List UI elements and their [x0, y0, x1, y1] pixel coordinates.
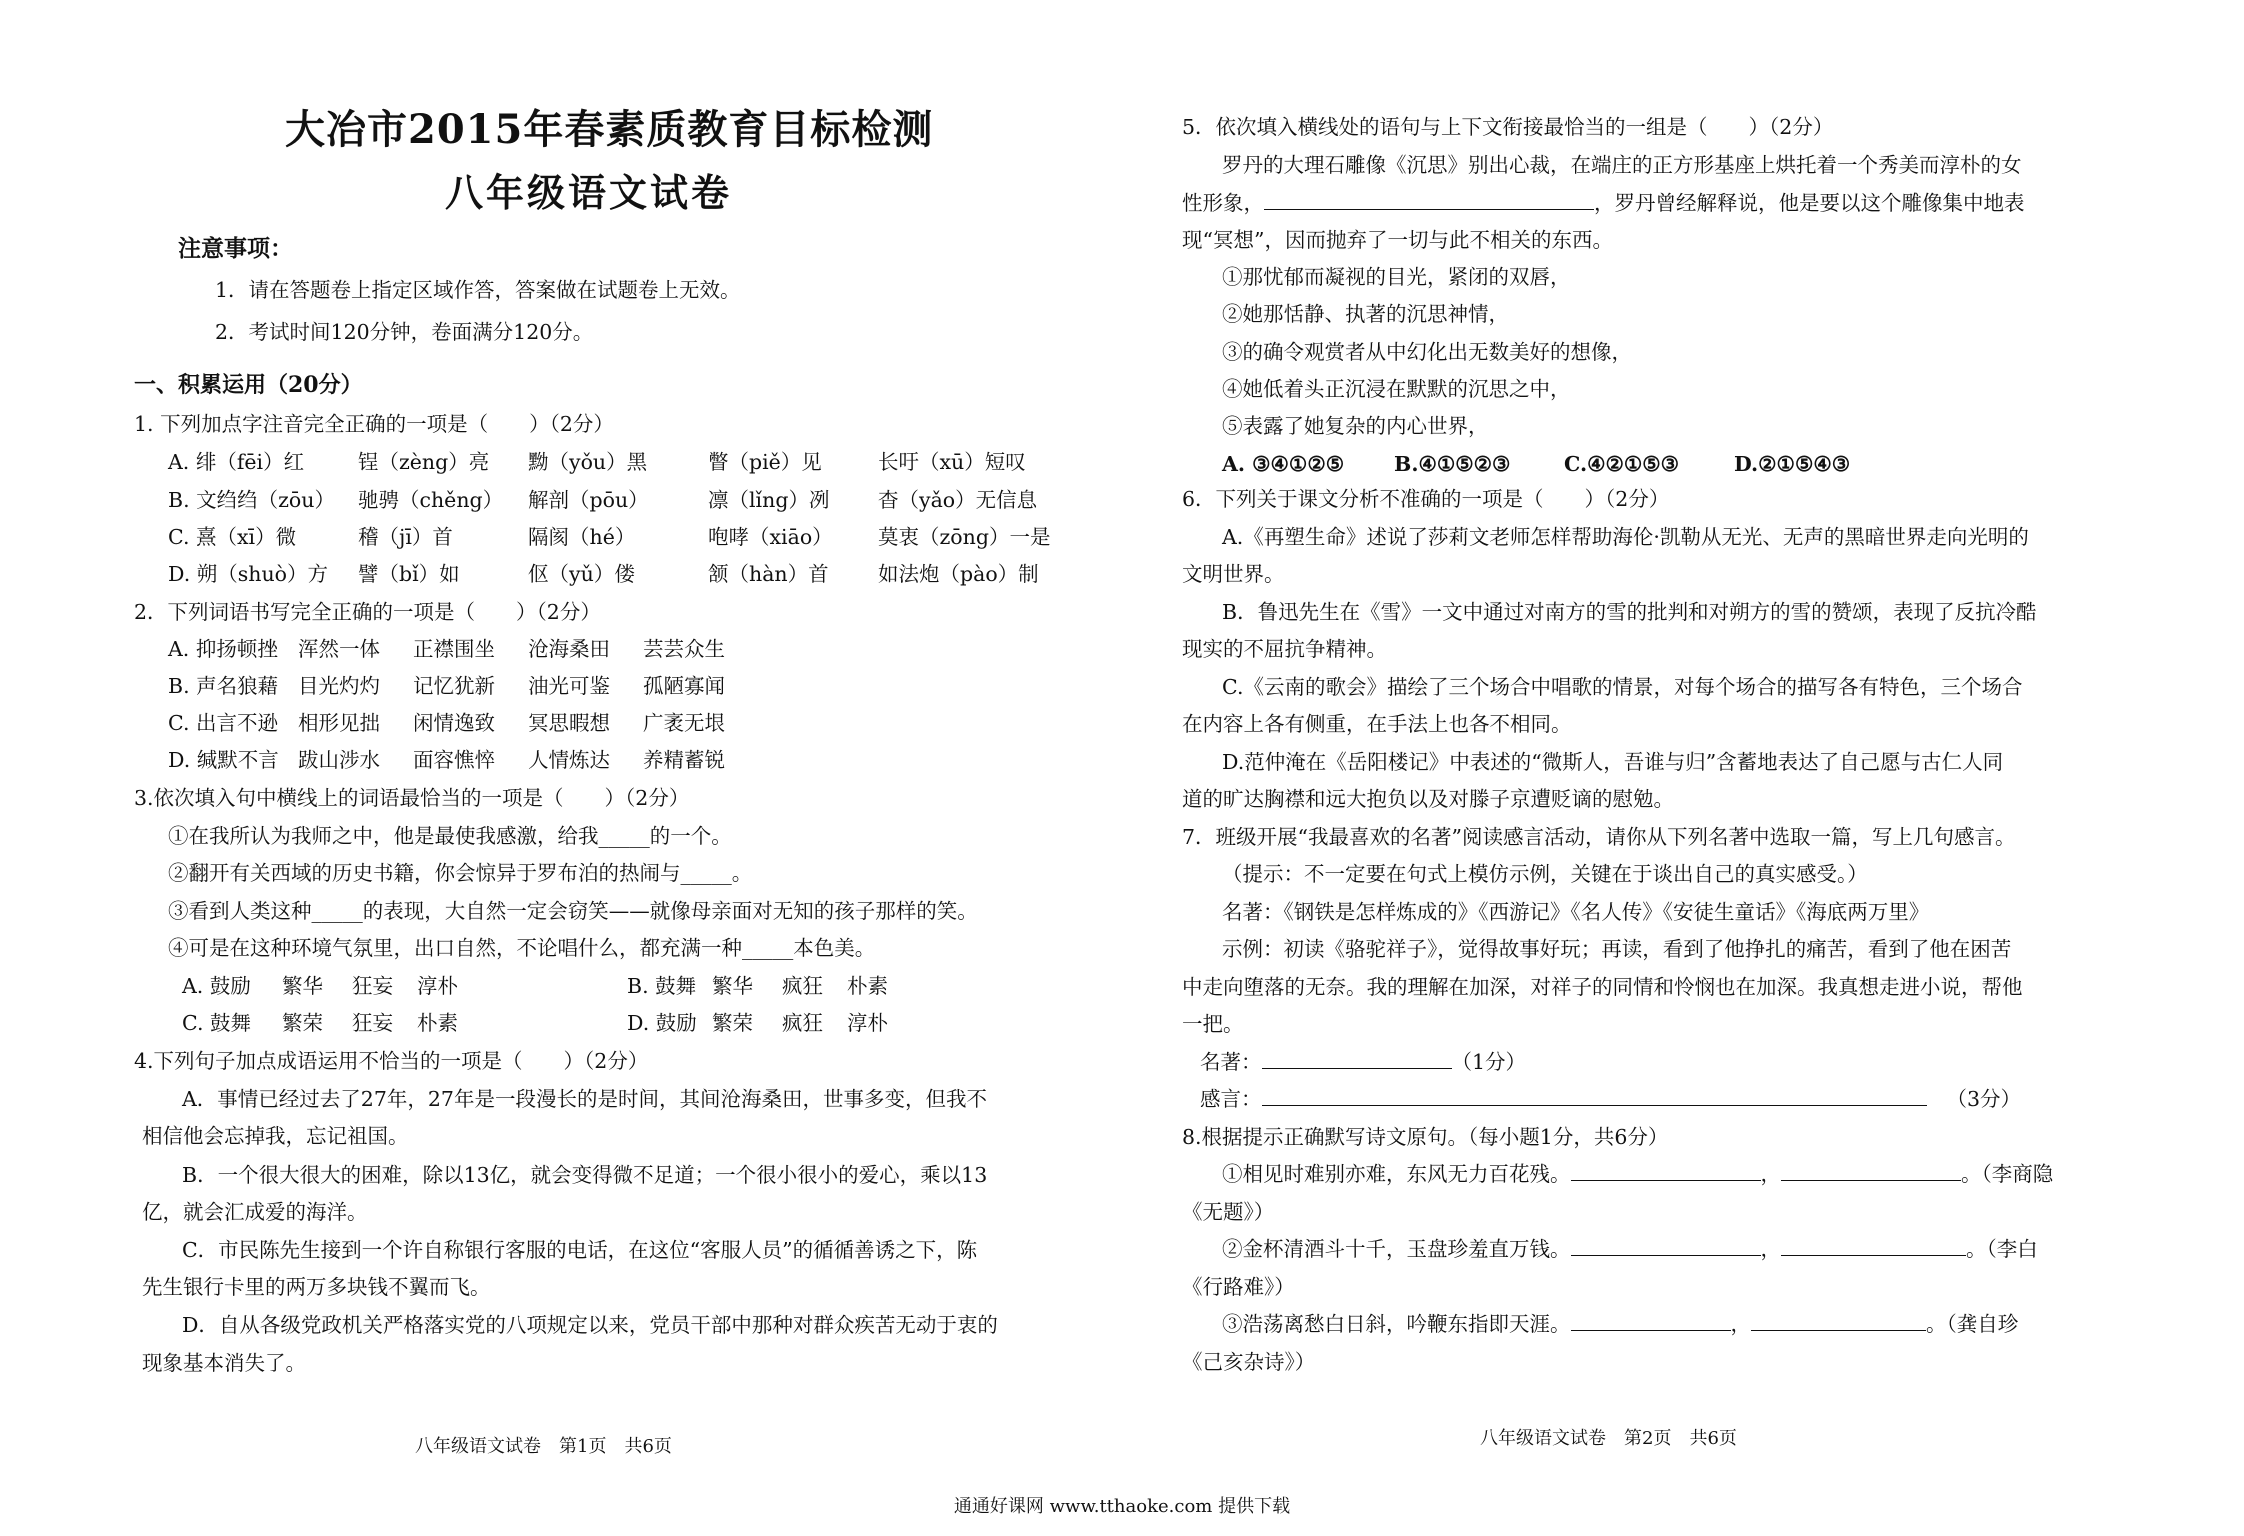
option-cell: 浑然一体: [298, 637, 380, 661]
option-cell: 凛（lǐng）冽: [708, 488, 830, 512]
option-cell: 伛（yǔ）偻: [528, 562, 635, 586]
question-4-line: D．自从各级党政机关严格落实党的八项规定以来，党员干部中那种对群众疾苦无动于衷的: [182, 1313, 998, 1337]
option-group: [182, 1008, 627, 1038]
page-footer: 八年级语文试卷 第2页 共6页: [1480, 1428, 1737, 1449]
question-5-passage: 罗丹的大理石雕像《沉思》别出心裁，在端庄的正方形基座上烘托着一个秀美而淳朴的女: [1222, 153, 2022, 177]
question-5-stem: 5．依次填入横线处的语句与上下文衔接最恰当的一组是（ ）（2分）: [1182, 115, 1834, 139]
question-3-line: ④可是在这种环境气氛里，出口自然，不论唱什么，都充满一种_____本色美。: [168, 936, 876, 960]
option-cell: 繁荣: [712, 1011, 753, 1035]
question-6-line: D.范仲淹在《岳阳楼记》中表述的“微斯人，吾谁与归”含蓄地表达了自己愿与古仁人同: [1222, 750, 2004, 774]
option-cell: 跋山涉水: [298, 748, 380, 772]
option-cell: C. 熹（xī）微: [168, 525, 297, 549]
option-cell: 狂妄: [352, 1011, 393, 1035]
option-cell: 正襟围坐: [413, 637, 495, 661]
question-7-example: 中走向堕落的无奈。我的理解在加深，对祥子的同情和怜悯也在加深。我真想走进小说，帮他: [1182, 975, 2023, 999]
question-5-item: ③的确令观赏者从中幻化出无数美好的想像，: [1222, 340, 1632, 364]
question-4-line: A．事情已经过去了27年，27年是一段漫长的是时间，其间沧海桑田，世事多变，但我不: [182, 1087, 987, 1111]
poem-blank[interactable]: [1571, 1312, 1731, 1331]
question-8-item: ②金杯清酒斗十千，玉盘珍羞直万钱。 ， 。（李白: [1222, 1237, 2038, 1261]
option-cell: 面容憔悴: [413, 748, 495, 772]
question-6-line: A.《再塑生命》述说了莎莉文老师怎样帮助海伦·凯勒从无光、无声的黑暗世界走向光明的: [1222, 525, 2029, 549]
option-cell: 疯狂: [782, 1011, 823, 1035]
poem-blank[interactable]: [1781, 1237, 1966, 1256]
question-2-stem: 2．下列词语书写完全正确的一项是（ ）（2分）: [134, 600, 601, 624]
option-cell: 隔阂（hé）: [528, 525, 636, 549]
option-group: [627, 971, 888, 1001]
option-cell: 冥思暇想: [528, 711, 610, 735]
option-cell: D.②①⑤④③: [1734, 452, 1851, 476]
option-cell: 淳朴: [847, 1011, 888, 1035]
option-cell: 目光灼灼: [298, 674, 380, 698]
question-6-line: C.《云南的歌会》描绘了三个场合中唱歌的情景，对每个场合的描写各有特色，三个场合: [1222, 675, 2023, 699]
question-3-line: ③看到人类这种_____的表现，大自然一定会窃笑——就像母亲面对无知的孩子那样的笑。: [168, 899, 978, 923]
download-credit: 通通好课网 www.tthaoke.com 提供下载: [953, 1496, 1291, 1517]
question-8-item: ③浩荡离愁白日斜，吟鞭东指即天涯。 ， 。（龚自珍: [1222, 1312, 2019, 1336]
option-cell: 沧海桑田: [528, 637, 610, 661]
question-4-stem: 4.下列句子加点成语运用不恰当的一项是（ ）（2分）: [134, 1049, 649, 1073]
option-cell: 朴素: [847, 974, 888, 998]
question-7-example: 一把。: [1182, 1012, 1244, 1036]
score-label: （1分）: [1451, 1050, 1527, 1074]
question-5-passage: 现“冥想”，因而抛弃了一切与此不相关的东西。: [1182, 228, 1613, 252]
option-cell: B. 声名狼藉: [168, 674, 279, 698]
question-4-line: C．市民陈先生接到一个许自称银行客服的电话，在这位“客服人员”的循循善诱之下，陈: [182, 1238, 978, 1262]
passage-text: 性形象，: [1182, 191, 1264, 215]
option-cell: A. 抑扬顿挫: [168, 637, 278, 661]
question-7-stem: 7．班级开展“我最喜欢的名著”阅读感言活动，请你从下列名著中选取一篇，写上几句感言。: [1182, 825, 2016, 849]
option-cell: 繁荣: [282, 1011, 323, 1035]
option-cell: 闲情逸致: [413, 711, 495, 735]
question-7-hint: （提示：不一定要在句式上模仿示例，关键在于谈出自己的真实感受。）: [1222, 862, 1868, 886]
question-8-item: ①相见时难别亦难，东风无力百花残。 ， 。（李商隐: [1222, 1162, 2054, 1186]
section-heading: 一、积累运用（20分）: [134, 372, 363, 398]
question-8-source: 《无题》）: [1182, 1200, 1275, 1224]
option-cell: 解剖（pōu）: [528, 488, 649, 512]
page-footer: 八年级语文试卷 第1页 共6页: [415, 1436, 672, 1457]
option-cell: 孤陋寡闻: [643, 674, 725, 698]
poem-source: 。（龚自珍: [1926, 1312, 2019, 1336]
question-8-source: 《己亥杂诗》）: [1182, 1350, 1316, 1374]
option-cell: 譬（bǐ）如: [358, 562, 460, 586]
option-cell: D. 朔（shuò）方: [168, 562, 329, 586]
question-7-feel-answer: [1200, 1084, 2021, 1114]
question-5-item: ②她那恬静、执著的沉思神情，: [1222, 302, 1509, 326]
question-6-line: B．鲁迅先生在《雪》一文中通过对南方的雪的批判和对朔方的雪的赞颂，表现了反抗冷酷: [1222, 600, 2037, 624]
option-cell: 人情炼达: [528, 748, 610, 772]
question-1-option-row: [168, 447, 1026, 477]
question-6-stem: 6．下列关于课文分析不准确的一项是（ ）（2分）: [1182, 487, 1670, 511]
option-cell: 繁华: [282, 974, 323, 998]
option-cell: 驰骋（chěng）: [358, 488, 504, 512]
question-4-line: 先生银行卡里的两万多块钱不翼而飞。: [142, 1275, 491, 1299]
option-cell: A. 绯（fēi）红: [168, 450, 305, 474]
exam-subtitle: 八年级语文试卷: [445, 170, 733, 215]
option-cell: 稽（jī）首: [358, 525, 453, 549]
option-cell: 莫衷（zōng）一是: [878, 525, 1051, 549]
question-8-source: 《行路难》）: [1182, 1275, 1295, 1299]
question-3-line: ②翻开有关西域的历史书籍，你会惊异于罗布泊的热闹与_____。: [168, 861, 753, 885]
question-3-line: ①在我所认为我师之中，他是最使我感激，给我_____的一个。: [168, 824, 732, 848]
question-6-line: 道的旷达胸襟和远大抱负以及对滕子京遭贬谪的慰勉。: [1182, 787, 1674, 811]
option-cell: B.④①⑤②③: [1394, 452, 1511, 476]
question-1-stem: 1. 下列加点字注音完全正确的一项是（ ）（2分）: [134, 412, 614, 436]
poem-source: 。（李商隐: [1961, 1162, 2054, 1186]
notice-item: 2．考试时间120分钟，卷面满分120分。: [215, 320, 594, 344]
question-5-passage: [1182, 188, 2025, 218]
option-cell: 繁华: [712, 974, 753, 998]
option-cell: 淳朴: [417, 974, 458, 998]
question-1-option-row: [168, 522, 1050, 552]
question-2-option-row: [168, 634, 725, 664]
option-cell: 芸芸众生: [643, 637, 725, 661]
option-cell: 养精蓄锐: [643, 748, 725, 772]
question-2-option-row: [168, 671, 725, 701]
option-cell: 广袤无垠: [643, 711, 725, 735]
option-cell: 长吁（xū）短叹: [878, 450, 1026, 474]
option-cell: 油光可鉴: [528, 674, 610, 698]
question-7-example: 示例：初读《骆驼祥子》，觉得故事好玩；再读，看到了他挣扎的痛苦，看到了他在困苦: [1222, 937, 2012, 961]
answer-label: 感言：: [1200, 1087, 1262, 1111]
question-6-line: 现实的不屈抗争精神。: [1182, 637, 1387, 661]
question-7-books: 名著：《钢铁是怎样炼成的》《西游记》《名人传》《安徒生童话》《海底两万里》: [1222, 900, 1930, 924]
option-cell: 记忆犹新: [413, 674, 495, 698]
option-cell: A. 鼓励: [182, 974, 251, 998]
answer-label: 名著：: [1200, 1050, 1262, 1074]
option-cell: 杳（yǎo）无信息: [878, 488, 1038, 512]
option-cell: 颔（hàn）首: [708, 562, 829, 586]
option-cell: B. 文绉绉（zōu）: [168, 488, 335, 512]
option-cell: 瞥（piě）见: [708, 450, 822, 474]
option-group: [182, 971, 627, 1001]
option-cell: 狂妄: [352, 974, 393, 998]
option-cell: 朴素: [417, 1011, 458, 1035]
notice-item: 1．请在答题卷上指定区域作答，答案做在试题卷上无效。: [215, 278, 741, 302]
question-4-line: B．一个很大很大的困难，除以13亿，就会变得微不足道；一个很小很小的爱心，乘以13: [182, 1163, 988, 1187]
option-cell: C. 出言不逊: [168, 711, 278, 735]
fill-blank[interactable]: [1264, 191, 1594, 210]
question-6-line: 文明世界。: [1182, 562, 1285, 586]
exam-title: 大冶市2015年春素质教育目标检测: [285, 106, 934, 153]
book-answer-blank[interactable]: [1262, 1050, 1452, 1069]
poem-blank[interactable]: [1751, 1312, 1926, 1331]
poem-line: ③浩荡离愁白日斜，吟鞭东指即天涯。: [1222, 1312, 1571, 1336]
question-3-stem: 3.依次填入句中横线上的词语最恰当的一项是（ ）（2分）: [134, 786, 690, 810]
question-8-stem: 8.根据提示正确默写诗文原句。（每小题1分，共6分）: [1182, 1125, 1669, 1149]
question-1-option-row: [168, 559, 1039, 589]
option-cell: C.④②①⑤③: [1564, 452, 1679, 476]
option-cell: B. 鼓舞: [627, 974, 697, 998]
poem-blank[interactable]: [1571, 1237, 1761, 1256]
question-6-line: 在内容上各有侧重，在手法上也各不相同。: [1182, 712, 1572, 736]
question-4-line: 现象基本消失了。: [142, 1351, 306, 1375]
question-5-item: ⑤表露了她复杂的内心世界，: [1222, 414, 1489, 438]
feel-answer-blank[interactable]: [1262, 1087, 1927, 1106]
option-cell: 疯狂: [782, 974, 823, 998]
passage-text: ，罗丹曾经解释说，他是要以这个雕像集中地表: [1594, 191, 2025, 215]
score-label: （3分）: [1946, 1087, 2022, 1111]
question-4-line: 亿，就会汇成爱的海洋。: [142, 1200, 368, 1224]
option-cell: 如法炮（pào）制: [878, 562, 1039, 586]
option-cell: C. 鼓舞: [182, 1011, 251, 1035]
question-5-item: ④她低着头正沉浸在默默的沉思之中，: [1222, 377, 1571, 401]
option-cell: 咆哮（xiāo）: [708, 525, 833, 549]
poem-blank[interactable]: [1781, 1162, 1961, 1181]
option-cell: A. ③④①②⑤: [1222, 452, 1345, 476]
question-5-item: ①那忧郁而凝视的目光，紧闭的双唇，: [1222, 265, 1571, 289]
option-cell: D. 鼓励: [627, 1011, 697, 1035]
notice-heading: 注意事项：: [178, 235, 293, 262]
poem-line: ①相见时难别亦难，东风无力百花残。: [1222, 1162, 1571, 1186]
question-3-option-row: [182, 1008, 888, 1038]
option-cell: 相形见拙: [298, 711, 380, 735]
option-cell: 黝（yǒu）黑: [528, 450, 648, 474]
poem-blank[interactable]: [1571, 1162, 1761, 1181]
option-group: [627, 1008, 888, 1038]
question-1-option-row: [168, 485, 1037, 515]
question-7-book-answer: [1200, 1047, 1526, 1077]
question-3-option-row: [182, 971, 888, 1001]
poem-line: ②金杯清酒斗十千，玉盘珍羞直万钱。: [1222, 1237, 1571, 1261]
question-2-option-row: [168, 708, 725, 738]
question-4-line: 相信他会忘掉我，忘记祖国。: [142, 1124, 409, 1148]
option-cell: 锃（zèng）亮: [358, 450, 490, 474]
question-5-options: [1222, 449, 1850, 479]
question-2-option-row: [168, 745, 725, 775]
option-cell: D. 缄默不言: [168, 748, 279, 772]
poem-source: 。（李白: [1966, 1237, 2038, 1261]
